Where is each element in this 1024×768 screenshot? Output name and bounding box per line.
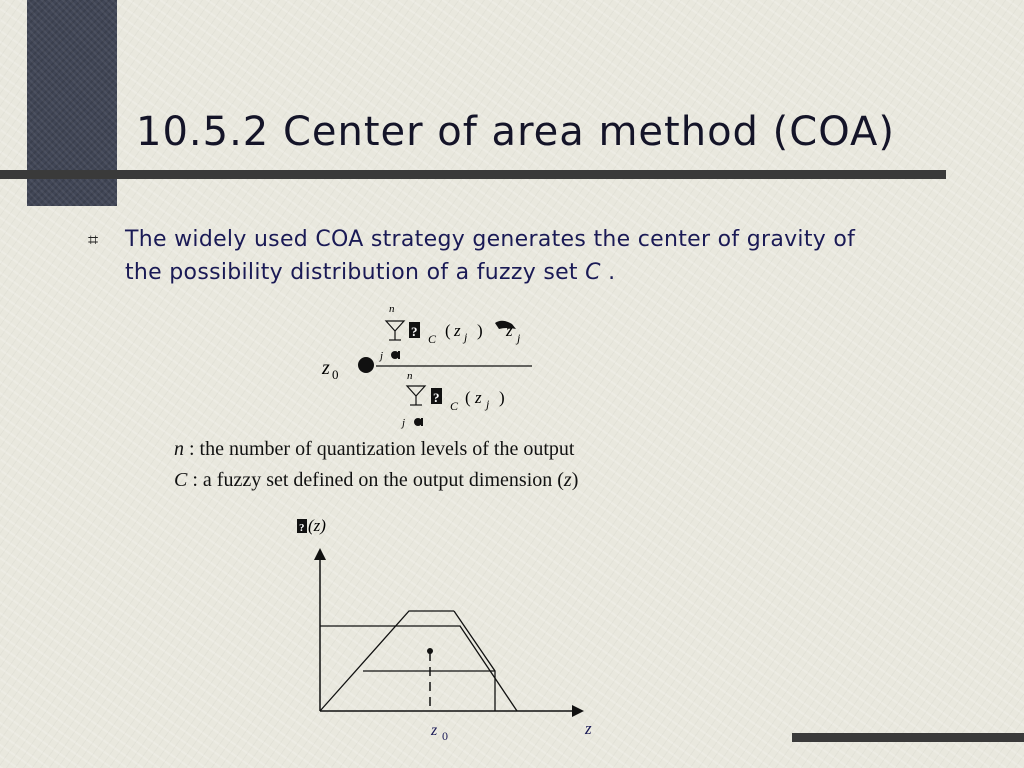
svg-text:j: j [486, 397, 490, 411]
svg-text:): ) [499, 388, 505, 407]
coa-formula [300, 296, 540, 434]
definition-c: C : a fuzzy set defined on the output dimension (z) [174, 469, 579, 491]
svg-text:?: ? [299, 522, 305, 534]
centroid-sub: 0 [442, 729, 448, 743]
equals-glyph [358, 357, 374, 373]
svg-text:?: ? [411, 324, 418, 339]
x-axis-label: z [585, 719, 592, 738]
upper-limit-denominator: n [407, 370, 413, 382]
svg-text:(: ( [465, 388, 471, 407]
bullet-sentence: The widely used COA strategy generates the center of gravity of the possibility distribution of a fuzzy set [125, 227, 856, 285]
definition-n: n : the number of quantization levels of the output [174, 438, 575, 460]
formula-lhs-sub: 0 [332, 367, 339, 382]
bullet-text [125, 223, 885, 289]
sum-icon-denominator [407, 386, 425, 405]
definitions [174, 434, 578, 496]
svg-text:C: C [428, 332, 437, 346]
slide-title: 10.5.2 Center of area method (COA) [136, 109, 895, 155]
bullet-icon: ⌗ [88, 230, 99, 251]
svg-text:?: ? [433, 390, 440, 405]
formula-lhs: z [322, 357, 330, 379]
svg-text:): ) [477, 321, 483, 340]
lower-index: j [380, 350, 384, 362]
svg-text:(: ( [445, 321, 451, 340]
title-divider [0, 170, 946, 179]
svg-text:z: z [506, 321, 513, 340]
svg-text:z: z [475, 388, 482, 407]
membership-shape-high [320, 626, 517, 711]
svg-text:C: C [450, 399, 459, 413]
svg-text:j: j [464, 330, 468, 344]
centroid-point [427, 648, 433, 654]
bullet-end: . [600, 260, 616, 285]
coa-diagram [280, 508, 620, 748]
set-symbol: C [585, 260, 601, 285]
footer-divider [792, 733, 1024, 742]
y-axis-label: (z) [308, 516, 326, 535]
sum-icon [386, 321, 404, 340]
lower-index-denominator: j [402, 417, 406, 429]
svg-text:z: z [454, 321, 461, 340]
upper-limit: n [389, 303, 395, 315]
svg-text:j: j [517, 331, 521, 345]
centroid-label: z [431, 722, 438, 739]
